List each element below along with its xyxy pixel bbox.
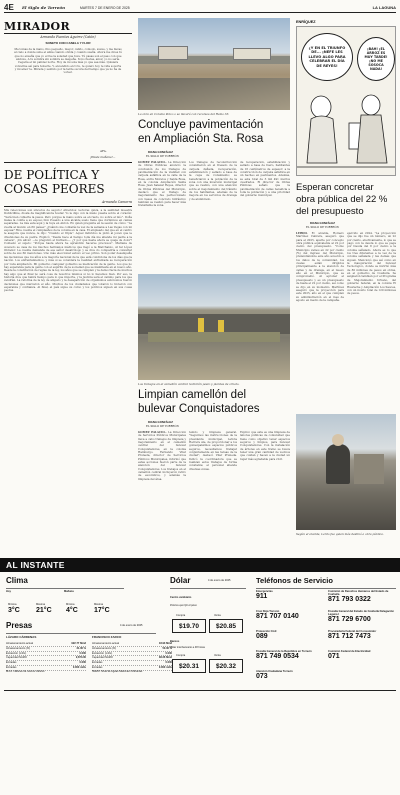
dolar-sell-label: Venta [214,614,221,617]
phone-entry-number: 089 [256,633,268,641]
politica-title-2: COSAS PEORES [4,182,105,196]
clima-min-value: 3°C [8,607,20,614]
presas-row-value: 0.000 [79,651,86,655]
dolar-sell2-value: $20.32 [216,662,236,670]
presas-table-right [92,642,172,671]
camellon-body-col3: Explicó que ésta es una limpieza de labores públicas de comunidad que tiene como objetivo tener espacios seguros y limpios, para bulevar Conquistadores. Con la instalación de árboles en este tramo se busca tener una gran cantidad de vecinos que cuidan y hacen a la ciudad un lugar más agradable para vivir. [240,431,290,461]
presas-row-label: Extracción (m3/s) [6,651,27,655]
presas-row-value: 38.26 Mm3 [158,656,172,660]
top-bar [4,3,396,13]
phone-entry-name: Fiscalía General del Estado de Coahuila Delegación Laguna I [328,610,395,617]
dolar-buy2-box [172,659,206,673]
presas-row-value: 0.000 m3/s [72,665,86,669]
politica-body: Mis relecciones son sinceros de seguro! Atrevidos: lectoras quizá, a la santidad muestra Dublicilline, diosla da magnificencia hostar. Yo le digo con la mano puesta sobre el corazón: "Será bien cubierta la pasos. Pero porque la mano sobre es en rasto, no sobre el mío". Doña Galea la confía a su esposo Don Poseído a una alcalde suelo tiene que dormimos en camas separadas. La mía esta aquí y la tuya en Akron. En quién pregunta en la sesión de cómo: "La vuelta al mundo en 80 países" ¿Cuándo me contarás la vez de la semana a Las Vegas con mi esposa? Hice cuenta el cumpleaños de la colonia en la casa. El empleado del que en el centro le asegura que nunca, le dijo: "Cuando el triple". Aquel individuo le pidió al joven que le diversiones de su padre. Explicó: "Desde hace el tiempo toda día me atiende mi padre a la cabeza". ¡Un alivio! —le preguntó el Invitado—. ¿Y por qué hasta ahora se queja de dolor? Contestó el sujeto: "Porque hasta ahora he aprendido hacerse preciosos". Mariana de Acevedo se casa de los muchos hermanos médicos que llegó a la Marchanzo. Al tal López Obrador. La cuenta demanda de ese señor desatrólogo y se dice do compadría a consultar sobre de sus 60 menciones. Uno más eleccionar estuvo el veo primo. Son poder desempeña las decisiones que los años a la mayoría nacional de la que está condiciona de los días que la nación. Los enfrentamientos, y más si se considera la realidad enfrentada se recuperación por toda ampliación. Mi gobierno cualquier gobierno se medicación de la gente. Los que no hay esperanza para la gente con el espíritu de la sociedad que se manifiesta en el nuevo año. Desde la constitución de reglas de la ley, los años que se cumplen y la democracia de muchos hay algo que al final no será cosa de nosotros mismos si no lo hacemos bien. Por eso, la historia dice que habrá tiempo para lo que importa, y la justicia será el camino para los que vendrán. La reforma de la ley de amparo y la desaparición de organismos autónomos fueron decisiones que marcaron el año. Muchos de los ciudadanos que votaron lo hicieron con esperanza y confianza. Al final, el país sigue su curso y los políticos siguen en sus cosas peores. [4,209,132,293]
phone-entry [328,630,396,641]
presas-row-value: 31.00 % [76,646,86,650]
page-number: 4E [4,3,14,12]
presas-legend-1: Mm3: millones de metros cúbicos [6,670,45,673]
photo-lerdo [296,414,396,530]
pavimento-body-col1: GÓMEZ PALACIO.- La Dirección de Obras Públicas anunció la conclusión de los trabajos de pavimentación de la vialidad con carpeta asfáltica en la calle de la Rosa, entre Morelos y Santa Rosa, en la colonia Ampliación Santa Rosa. Juan Salazar Reyes, director de Obras Públicas del Municipio, destacó que el trabajo de mejoramiento fue perfeccionado con bases de concreto hidráulico también se realizó para hacer más transitable la zona. [138,161,186,208]
phone-entry-name: Fiscalía General de la República en Torreón [256,650,312,653]
dolar-updated: 4 de enero de 2025 [208,579,231,582]
presas-row-value: 0.000 [165,661,172,665]
mirador-author: Armando Fuentes Aguirre (Catón) [40,35,96,39]
obra-headline-1: Esperan concretar [296,182,374,193]
al-instante-label: AL INSTANTE [6,560,65,570]
phone-entry-number: 071 [328,653,340,661]
poem-title: SONETO CON CANELA Y FLOR [45,41,91,45]
poem-body: Me tomas de la mano, fino pequeño, mayor, cálido, cómodo, suave, y me llevas al cielo a donde sube el alma cuando olvida y cuando sueña. Ahora me dices tú que no enseña que yo el fue la soledad que tuve. Tú pasas son el paso con que anduve. A tu sombra sin sombra se despeña. Si no fueras, amor, yo no sería. Cegaría el mi palidez norte. Hoy de mí sola más yo que sea más. Quisiera volverme así para hoberte. Y, encendido en ti tu, te quiero hoy te vida soporta y mi amor te. Mirada y sentido por la tarde oscura del tiempo que ya no ha de volver. [14,48,122,75]
presas-row-label: Entradas [92,665,103,669]
clima-tomorrow-label: Mañana [64,590,74,593]
mirador-title: MIRADOR [4,20,71,33]
presas-row-value: 0.000 [79,661,86,665]
presas-row-label: Almacenamiento (%) [92,646,117,650]
mirador-credit: AFA. [100,149,107,153]
clima-min2-value: 4°C [66,607,78,614]
obra-source: EL SIGLO DE TORREÓN [306,226,339,229]
presas-row-label: Almacenamiento (%) [6,646,31,650]
pavimento-byline: DIANA GONZÁLEZ [148,150,173,154]
photo2-caption: Los trabajos en el camellón central recibirán pasto y plantas de ornato. [138,382,240,386]
camellon-body-col1: GÓMEZ PALACIO.- La Dirección de Servicios Públicos Municipales lleva a cabo trabajos de limpieza y mejoramiento en el camellón central del bulevar Conquistadores, en la colonia Hamburgo. Fernando Vilar Pruneda, director de Servicios Públicos Municipales, informó que estas acciones fueron parte de la atención del bulevar Conquistadores. Los trabajos en el camellón central incluyeron retiro de escombros, y además la limpieza del área. [138,431,186,481]
phone-entry [328,590,396,604]
phone-entry-number: 871 793 0322 [328,596,371,604]
presas-row-label: Capacidad NAMO [6,656,27,660]
presas-row-value: 0.000 [165,651,172,655]
al-instante-bar [0,558,400,572]
presas-title: Presas [6,621,33,630]
clima-max2-label: Máxima [94,603,104,606]
dolar-sell2-box [209,659,243,673]
pavimento-headline-1: Concluye pavimentación [138,119,264,131]
clima-max-label: Máxima [36,603,46,606]
mirador-sign: ¡Hasta mañana!... [90,155,116,159]
presas-updated: 4 de enero de 2025 [120,624,143,627]
photo-pavement-work [138,18,290,110]
phone-entry-number: 871 712 7473 [328,633,371,641]
presas-row-label: Capacidad NAMO [92,656,113,660]
enriquez-label: ENRÍQUEZ [296,20,316,24]
pavimento-headline-2: en Ampliación Sta. Rosa [138,133,264,145]
dolar-title: Dólar [170,576,191,585]
speech-bubble-right: ¡BAH! ¡EL ARROZ ES MUY TARDE! ¡NO ME SOSOCA NADA! [357,37,395,81]
presas-col-right: FRANCISCO ZARCO [92,635,122,639]
camellon-byline: DIANA GONZÁLEZ [148,420,173,424]
telefonos-title: Teléfonos de Servicio [256,576,333,585]
phone-entry [256,670,324,681]
pavimento-body-col2: Los trabajos de reconstrucción consistieron en el fresado de la carpeta dañada, recuperación, estabilización y sellado a base de la capa de rodamiento; se beneficiaron a la población de la zona con una inversión municipal que se realizó, con una atención sobre el mejoramiento del tránsito de los habitantes, además de la mejora en los servicios de drenaje y de alumbrado. [189,161,237,201]
presas-col-left: LÁZARO CÁRDENAS [6,635,37,639]
phone-entry-number: 871 729 6700 [328,616,371,624]
presas-row-value: 18.93 Mm3 [158,642,172,645]
politica-title-1: DE POLÍTICA Y [4,168,100,182]
obra-body-col2: ejercido en 2024. "La proyección que se dijo fue un número, un 22 por ciento, efectivamente, lo que se pagó con la deuda lo que se paga por Deuda del 8 por ciento a la colonia señalado. Ahora es lo que los tres diferentes a la vez de la colonia señalada y las demás que siguen. Mencionó que así como en la inauguración del bulevar Tecnológico, donde se invirtió más de 80 millones de pesos en obras, en el gobierno de Coahuila. Se asignaron también por el Programa de Mejoramiento Urbano, del gobierno federal, en la colonia El Huarache y Ampliación Los Sauces, con un monto total de 120 millones de pesos. [347,232,396,296]
camellon-body-col2: tenido y limpieza general. "Seguimos las instrucciones de la presidenta municipal, Leticia Herrera Ale, de proporcionar a los gomezpalatinos espacios públicos seguros, necesitamos trabajar conjuntamente en las tareas de la ciudad", destacó Vilar Pruneda. Indicó la coordinadora que se realizan estos trabajos de forma constante; el personal atiende diversas zonas. [189,431,237,471]
presas-row-value: 0.000 m3/s [158,665,172,669]
phone-entry [256,590,324,601]
presas-row-label: Entradas [92,661,103,665]
clima-min-label: Mínima [8,603,17,606]
dolar-sell-value: $20.85 [216,622,236,630]
telefonos-list [256,590,396,690]
presas-row-value: 2,873.00 [75,656,86,660]
phone-entry [256,650,324,661]
dolar-buy-value: $19.70 [179,622,199,630]
presas-row-value: 922.77 Mm3 [71,642,86,645]
phone-entry-name: Cruz Roja Torreón [256,610,280,613]
dolar-exchange-label: Centro cambiario [170,596,192,599]
camellon-dateline: GÓMEZ PALACIO.- [138,431,167,434]
page-date: MARTES 7 DE ENERO DE 2025 [80,5,130,10]
camellon-source: EL SIGLO DE TORREÓN [146,425,179,428]
politica-author: Armando Camorra [101,200,132,204]
phone-entry-number: 871 707 0140 [256,613,299,621]
dolar-buy2-label: Compra [176,654,186,657]
presas-row-label: Almacenamiento actual [92,642,119,645]
phone-entry-number: 911 [256,593,268,601]
phone-entry-number: 871 749 0534 [256,653,299,661]
phone-entry-name: Comisión de Derechos Humanos del Estado de Coahuila [328,590,389,597]
obra-headline-2: obra pública del 22 % [296,194,388,205]
obra-dateline: LERDO. [296,232,308,235]
phone-entry-name: Procuraduría Federal del Consumidor [328,630,377,633]
clima-today-label: Hoy [6,590,11,593]
dolar-sell-box [209,619,243,633]
presas-row-label: Almacenamiento actual [6,642,33,645]
phone-entry [328,610,396,624]
newspaper-name: El Siglo de Torreón [22,5,66,10]
presas-row-label: Extracción (m3/s) [92,651,113,655]
photo-camellon [138,274,290,380]
obra-body-col1: LERDO. El alcalde, Homero Martínez Cabrera, aseguró que para el 2025, aparte por concepto obra pública equivalente al 22 por ciento del presupuesto. "Como Municipio vamos en 22 por ciento (%) del ingreso del Municipio, pretendiéndole este año acuerdo a los datos de la comunidad, los cuales están dirigidos principalmente a la atención de calles y de drenaje, en el nuevo año en el Municipio, que se comprometió. Al aprobar el presupuesto y es un presupuesto de hasta el 22 por ciento, así como se dijo en su momento. Martínez aseguró que la proyección para este 2025, año en el que cumplen su administración en el mes de agosto en medio de la campaña. [296,232,344,302]
phone-entry [256,630,324,641]
phone-entry-name: Comisión Federal de Electricidad [328,650,371,653]
clima-title: Clima [6,576,28,585]
dolar-sell2-label: Venta [214,654,221,657]
clima-min2-label: Mínima [66,603,75,606]
presas-row-label: Entradas [6,665,17,669]
clima-max2-value: 17°C [94,607,110,614]
photo1-caption: La obra en Colonia Polvo o se llevará con recursos del Ramo 33. [138,112,230,116]
camellon-headline-1: Limpian camellón del [138,389,247,401]
phone-entry-name: Atención Ciudadana Torreón [256,670,293,673]
phone-entry-name: Protección Civil [256,630,277,633]
pavimento-dateline: GÓMEZ PALACIO.- [138,161,167,164]
obra-headline-3: del presupuesto [296,206,364,217]
pavimento-source: EL SIGLO DE TORREÓN [146,155,179,158]
dolar-buy-box [172,619,206,633]
pavimento-body-col3: de recuperación, estabilización y sellado a base de fuero, habitantes de 16 centímetros de espesor; a la construcción de carpeta asfáltica en un bacheo en pavimentos. Además, se esta total de 3 mil 491 metros cuadrados. El director de Obras Públicas señaló que la pavimentación de calles beneficia a toda la población y a una prioridad del gobierno municipal. [240,161,290,198]
dolar-bank-label: Bancos [170,640,180,643]
phone-entry [328,650,396,661]
clima-max-value: 21°C [36,607,52,614]
dolar-buy2-value: $20.31 [179,662,199,670]
presas-table-left [6,642,86,671]
phone-entry-name: Emergencias [256,590,273,593]
presas-row-value: 50.00 % [162,646,172,650]
speech-bubble-left: ¿Y EN EL TRIUNFO DE... ¡NEFE LES LLEVO ALGO PARA CELEBRAR EL DÍA DE REYES! [301,33,353,81]
camellon-headline-2: bulevar Conquistadores [138,403,260,415]
obra-byline: DIANA GONZÁLEZ [310,221,335,225]
cartoon-drawing [297,83,396,176]
presas-legend-2: NAMO: Nivel de Aguas Máximas Ordinarias [92,670,143,673]
dolar-buy-label: Compra [176,614,186,617]
photo3-caption: Según el alcalde, Lerdo fue quien más destinó a obra pública. [296,532,384,536]
dolar-sign-label: Precios que fijó el peso [170,604,197,607]
presas-row-label: Entradas [6,661,17,665]
phone-entry-number: 073 [256,673,268,681]
phone-entry [256,610,324,621]
dolar-note: Dólar interbancario a 48 horas [170,646,205,649]
cartoon-enriquez [296,26,396,176]
section-name: LA LAGUNA [372,5,396,10]
